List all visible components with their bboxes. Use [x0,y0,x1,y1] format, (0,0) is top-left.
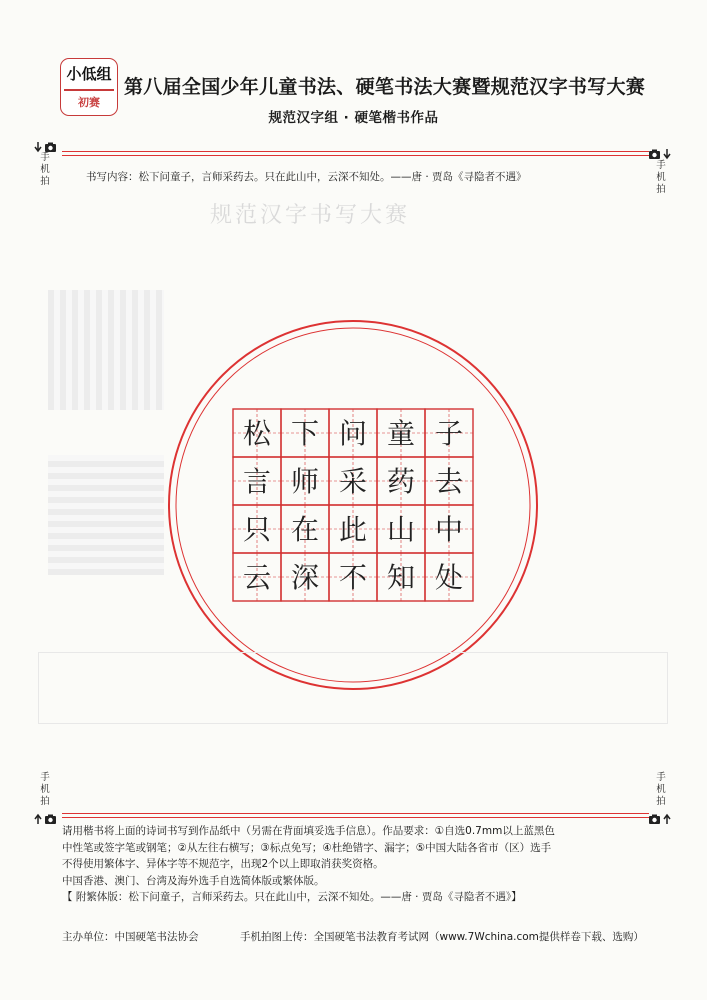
grid-character: 云 [242,561,272,594]
grid-character: 深 [290,561,320,594]
character-grid [233,409,473,601]
arrow-up-icon [34,813,58,825]
grid-character: 问 [338,417,368,450]
writing-area [166,318,546,698]
grid-character: 言 [242,465,272,498]
grid-character: 处 [434,561,464,594]
top-divider [62,151,649,152]
badge-round-label: 初赛 [78,96,100,109]
instruction-line: 中国香港、澳门、台湾及海外选手自选简体版或繁体版。 [62,874,325,887]
badge-divider [64,89,114,91]
top-divider-2 [62,155,649,156]
instruction-line: 中性笔或签字笔或钢笔；②从左往右横写；③标点免写；④杜绝错字、漏字；⑤中国大陆各省市（区）选手 [62,841,552,854]
grid-character: 知 [386,561,416,594]
grid-character: 采 [338,465,368,498]
grid-character: 去 [434,465,464,498]
bleed-through-text: 规范汉字书写大赛 [210,203,411,228]
grid-character: 药 [386,465,416,498]
bleed-through-strip [38,652,668,724]
side-label-top-left: 手 机 拍 [40,152,50,187]
grid-character: 山 [386,513,416,546]
grid-character: 在 [290,513,320,546]
grid-character: 下 [290,417,320,450]
grid-character: 童 [386,417,416,450]
instruction-line: 不得使用繁体字、异体字等不规范字，出现2个以上即取消获奖资格。 [62,858,384,870]
instruction-line: 请用楷书将上面的诗词书写到作品纸中（另需在背面填妥选手信息）。作品要求：①自选0.7mm以上蓝黑色 [62,825,555,837]
writing-content-label: 书写内容：松下问童子，言师采药去。只在此山中，云深不知处。——唐 · 贾岛《寻隐者不遇》 [86,171,527,183]
bleed-through-qr-2 [48,455,164,575]
grid-character: 松 [242,417,272,450]
grid-character: 只 [242,513,272,546]
badge-group-label: 小低组 [66,65,112,83]
side-label-bottom-right: 手 机 拍 [656,772,666,807]
instruction-line: 【 附繁体版：松下问童子，言师采药去。只在此山中，云深不知处。——唐 · 贾岛《寻隐者不遇》】 [62,891,522,903]
camera-marker-bottom-left [34,810,58,829]
footer-upload: 手机拍图上传：全国硬笔书法教育考试网（www.7Wchina.com提供样卷下载、选购） [240,931,644,943]
bottom-divider [62,813,649,814]
side-label-bottom-left: 手 机 拍 [40,772,50,807]
bottom-divider-2 [62,817,649,818]
camera-icon [648,148,672,160]
grid-character: 不 [338,561,368,594]
grid-character: 此 [338,513,368,546]
grid-character: 子 [434,417,464,450]
bleed-through-qr-1 [48,290,164,410]
grid-character: 师 [290,465,320,498]
footer-host: 主办单位：中国硬笔书法协会 [62,931,199,943]
grid-character: 中 [434,513,464,546]
side-label-top-right: 手 机 拍 [656,160,666,195]
page-title: 第八届全国少年儿童书法、硬笔书法大赛暨规范汉字书写大赛 [124,76,646,98]
instructions [62,823,652,906]
page-subtitle: 规范汉字组 · 硬笔楷书作品 [268,110,439,126]
